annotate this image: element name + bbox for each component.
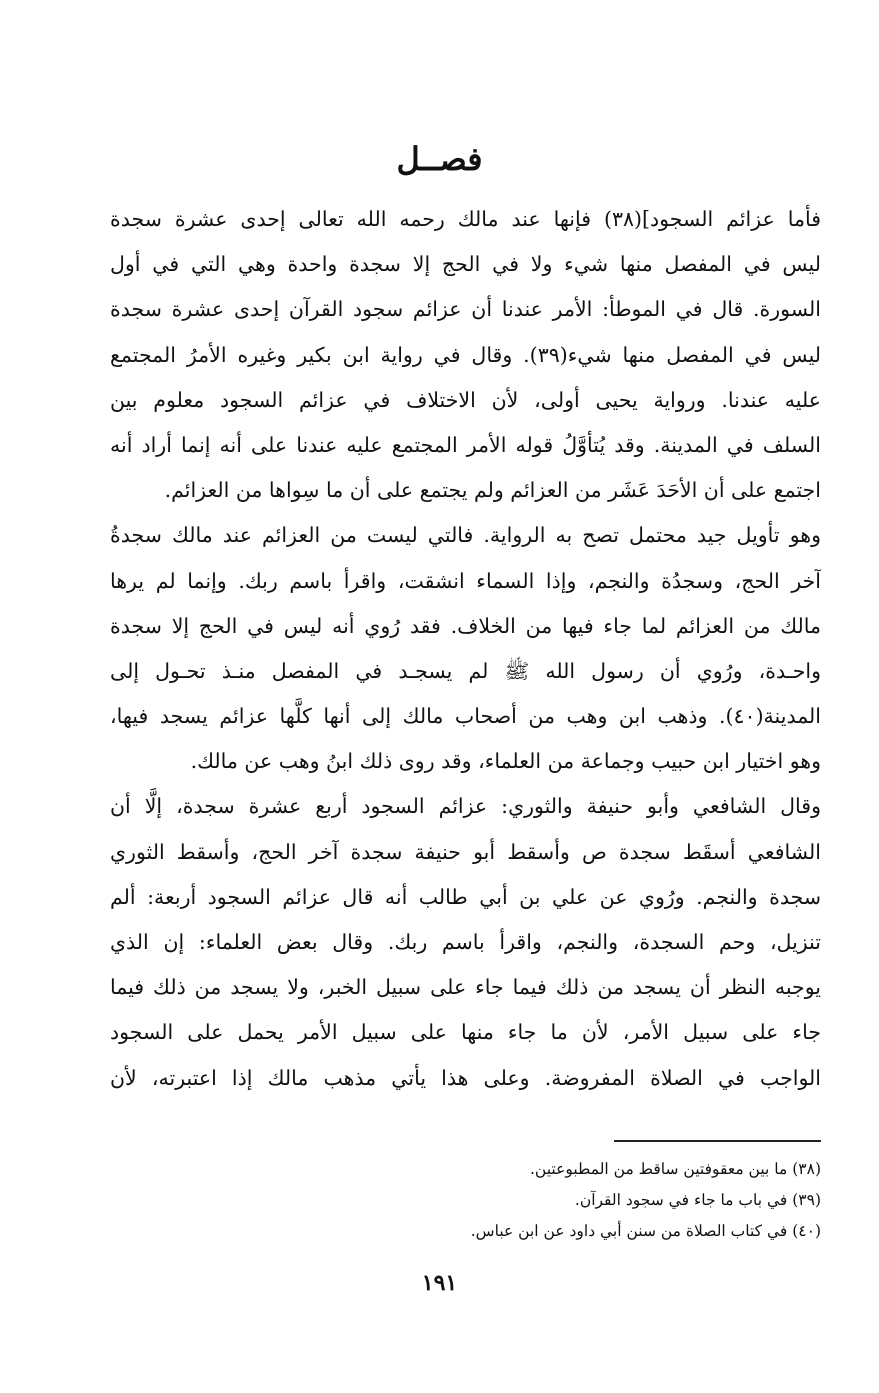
text-line: جاء على سبيل الأمر، لأن ما جاء منها على سبيل الأمر يحمل على السجود (110, 1020, 821, 1045)
text-line: ليس في المفصل منها شيء ولا في الحج إلا سجدة واحدة وهي التي في أول (110, 252, 821, 277)
text-line: يوجبه النظر أن يسجد من ذلك فيما جاء على سبيل الخبر، ولا يسجد من ذلك فيما (110, 975, 821, 1000)
page-number: ١٩١ (421, 1270, 458, 1296)
text-line: المدينة(٤٠). وذهب ابن وهب من أصحاب مالك إلى أنها كلَّها عزائم يسجد فيها، (110, 704, 821, 729)
footnote: (٣٩) في باب ما جاء في سجود القرآن. (574, 1191, 821, 1209)
footnote-separator (614, 1140, 821, 1142)
text-line: وهو تأويل جيد محتمل تصح به الرواية. فالتي ليست من العزائم عند مالك سجدةُ (110, 523, 821, 548)
text-line: ليس في المفصل منها شيء(٣٩). وقال في رواية ابن بكير وغيره الأمرُ المجتمع (110, 342, 821, 367)
section-title: فصــل (396, 140, 483, 178)
text-line: فأما عزائم السجود](٣٨) فإنها عند مالك رحمه الله تعالى إحدى عشرة سجدة (110, 207, 821, 231)
text-line: اجتمع على أن الأحَدَ عَشَر من العزائم ولم يجتمع على أن ما سِواها من العزائم. (164, 478, 821, 503)
text-line: سجدة والنجم. ورُوي عن علي بن أبي طالب أنه قال عزائم السجود أربعة: ألم (110, 884, 821, 909)
footnote: (٤٠) في كتاب الصلاة من سنن أبي داود عن ابن عباس. (470, 1222, 821, 1240)
footnotes (300, 1154, 821, 1247)
text-line: وهو اختيار ابن حبيب وجماعة من العلماء، وقد روى ذلك ابنُ وهب عن مالك. (190, 749, 821, 774)
text-line: السورة. قال في الموطأ: الأمر عندنا أن عزائم سجود القرآن إحدى عشرة سجدة (110, 297, 821, 322)
text-line: تنزيل، وحم السجدة، والنجم، واقرأ باسم ربك. وقال بعض العلماء: إن الذي (110, 930, 821, 954)
main-text (110, 197, 821, 1101)
text-line: آخر الحج، وسجدُة والنجم، وإذا السماء انشقت، واقرأ باسم ربك. وإنما لم يرها (110, 568, 821, 593)
text-line: وقال الشافعي وأبو حنيفة والثوري: عزائم السجود أربع عشرة سجدة، إلَّا أن (110, 794, 821, 819)
text-line: واحـدة، ورُوي أن رسول الله ﷺ لم يسجـد في المفصل منـذ تحـول إلى (110, 658, 821, 683)
text-line: عليه عندنا. ورواية يحيى أولى، لأن الاختلاف في عزائم السجود معلوم بين (110, 387, 821, 412)
text-line: مالك من العزائم لما جاء فيها من الخلاف. فقد رُوي أنه ليس في الحج إلا سجدة (110, 613, 821, 638)
text-line: الشافعي أسقَط سجدة ص وأسقط أبو حنيفة سجدة آخر الحج، وأسقط الثوري (110, 839, 821, 864)
text-line: الواجب في الصلاة المفروضة. وعلى هذا يأتي مذهب مالك إذا اعتبرته، لأن (110, 1065, 821, 1090)
footnote: (٣٨) ما بين معقوفتين ساقط من المطبوعتين. (530, 1160, 821, 1178)
text-line: السلف في المدينة. وقد يُتأوَّلُ قوله الأمر المجتمع عليه عندنا على أنه إنما أراد أنه (110, 432, 821, 457)
